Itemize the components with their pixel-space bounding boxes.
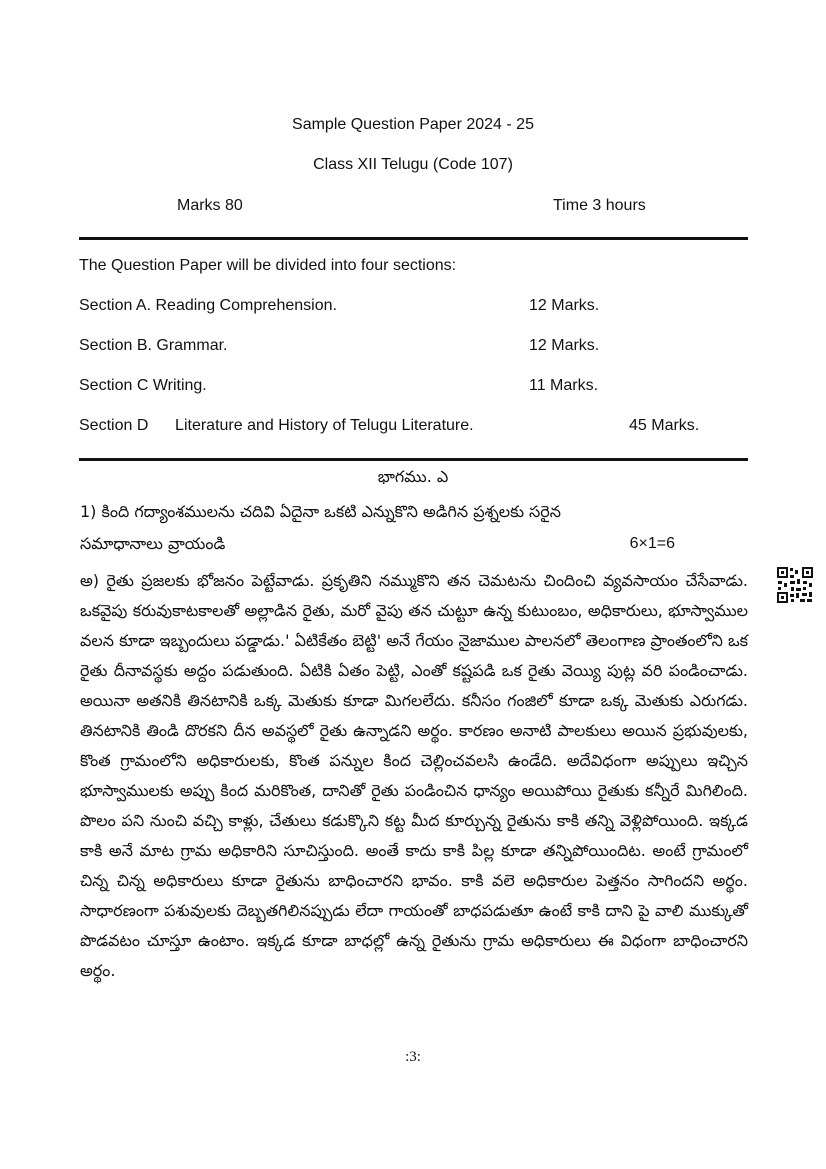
section-d-marks: 45 Marks. <box>629 417 700 434</box>
section-b-name: Section B. Grammar. <box>79 337 228 354</box>
section-a-marks: 12 Marks. <box>529 297 600 314</box>
part-title: భాగము. ఎ <box>377 467 449 486</box>
section-b-marks: 12 Marks. <box>529 337 600 354</box>
paper-title: Sample Question Paper 2024 - 25 <box>292 116 534 133</box>
section-d-name: Section D Literature and History of Telugu Literature. <box>79 417 474 434</box>
question-block <box>80 498 748 558</box>
question-line-1: 1) కింది గద్యాంశములను చదివి ఏదైనా ఒకటి ఎన్నుకొని అడిగిన ప్రశ్నలకు సరైన <box>80 502 562 521</box>
header-divider <box>79 237 748 240</box>
qr-code-icon <box>776 566 814 604</box>
passage-a: అ) రైతు ప్రజలకు భోజనం పెట్టేవాడు. ప్రకృతిని నమ్ముకొని తన చెమటను చిందించి వ్యవసాయం చేసేవాడు. ఒకవైపు కరువుకాటకాలతో అల్లాడిన రైతు, మరో వైపు తన చుట్టూ ఉన్న కుటుంబం, అధికారులు, భూస్వాముల వలన కూడా ఇబ్బందులు పడ్డాడు.' ఏటికేతం బెట్టి' అనే గేయం నైజాముల పాలనలో తెలంగాణ ప్రాంతంలోని ఒక రైతు దీనావస్థకు అద్దం పడుతుంది. ఏటికి ఏతం పెట్టి, ఎంతో కష్టపడి ఒక రైతు వెయ్యి పుట్ల వరి పండించాడు. అయినా అతనికి తినటానికి ఒక్క మెతుకు కూడా మిగలలేదు. కనీసం గంజిలో కూడా ఒక్క మెతుకు ఎరుగడు. తినటానికి తిండి దొరకని దీన అవస్థలో రైతు ఉన్నాడని అర్థం. కారణం అనాటి పాలకులు అయిన ప్రభువులకు, కొంత గ్రామంలోని అధికారులకు, కొంత పన్నుల కింద చెల్లించవలసి ఉండేది. అదేవిధంగా అప్పులు ఇచ్చిన భూస్వాములకు అప్పు కింద మరికొంత, దానితో రైతు పండించిన ధాన్యం అయిపోయి రైతుకు కన్నీరే మిగిలింది. పొలం పని నుంచి వచ్చి కాళ్లు, చేతులు కడుక్కొని కట్ట మీద కూర్చున్న రైతును కాకి తన్ని వెళ్లిపోయింది. ఇక్కడ కాకి అనే మాట గ్రామ అధికారిని సూచిస్తుంది. అంతే కాదు కాకి పిల్ల కూడా తన్నిపోయిందిట. అంటే గ్రామంలో చిన్న చిన్న అధికారులు కూడా రైతును బాధించారని భావం. కాకి వలె అధికారుల పెత్తనం సాగిందని అర్థం. సాధారణంగా పశువులకు దెబ్బతగిలినప్పుడు లేదా గాయంతో బాధపడుతూ ఉంటే కాకి దాని పై వాలి ముక్కుతో పొడవటం చూస్తూ ఉంటాం. ఇక్కడ కూడా బాధల్లో ఉన్న రైతును గ్రామ అధికారులు ఈ విధంగా బాధించారని అర్థం. <box>80 571 748 980</box>
section-c-marks: 11 Marks. <box>529 377 599 394</box>
question-marks: 6×1=6 <box>629 535 675 552</box>
page-number: :3: <box>405 1049 421 1065</box>
total-marks: Marks 80 <box>177 197 243 214</box>
section-c-name: Section C Writing. <box>79 377 207 394</box>
question-line-2: సమాధానాలు వ్రాయండి <box>80 534 226 553</box>
sections-intro: The Question Paper will be divided into four sections: <box>79 257 457 274</box>
paper-subtitle: Class XII Telugu (Code 107) <box>313 156 513 173</box>
time-allowed: Time 3 hours <box>553 197 646 214</box>
section-a-name: Section A. Reading Comprehension. <box>79 297 337 314</box>
sections-divider <box>79 458 748 461</box>
